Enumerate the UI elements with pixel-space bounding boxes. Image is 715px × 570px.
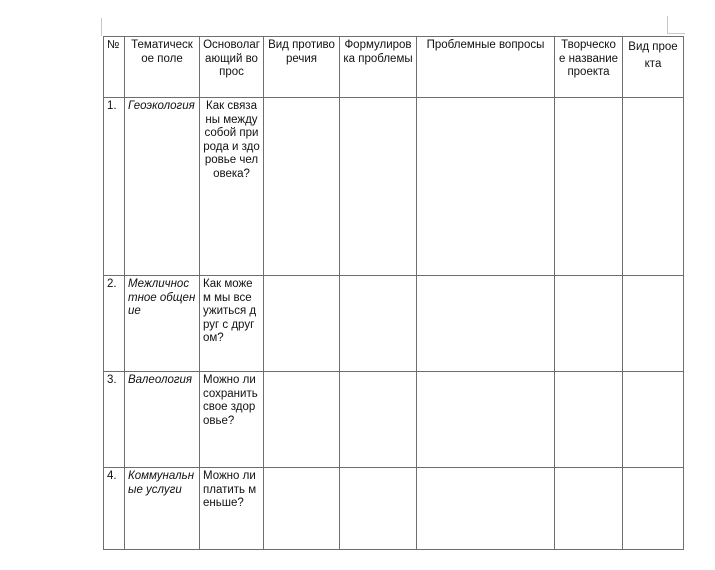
header-number[interactable]: № <box>104 37 125 98</box>
row-project-type-cell[interactable] <box>623 468 684 550</box>
row-problem-questions-cell[interactable] <box>417 276 555 372</box>
table-row <box>104 98 684 276</box>
row-contradiction-cell[interactable] <box>264 468 340 550</box>
row-formulation-cell[interactable] <box>340 98 417 276</box>
row-question[interactable]: Можно ли платить меньше? <box>200 468 264 550</box>
table-row <box>104 276 684 372</box>
header-creative-project-name[interactable]: Творческое название проекта <box>555 37 623 98</box>
row-number[interactable]: 3. <box>104 372 125 468</box>
project-planning-table <box>103 36 684 550</box>
table-row <box>104 372 684 468</box>
row-number[interactable]: 2. <box>104 276 125 372</box>
header-thematic-field[interactable]: Тематическое поле <box>125 37 200 98</box>
row-number[interactable]: 1. <box>104 98 125 276</box>
row-creative-name-cell[interactable] <box>555 276 623 372</box>
row-formulation-cell[interactable] <box>340 468 417 550</box>
row-question[interactable]: Как связаны между собой природа и здоровье человека? <box>200 98 264 276</box>
header-fundamental-question[interactable]: Основолагающий вопрос <box>200 37 264 98</box>
table-row <box>104 468 684 550</box>
row-theme[interactable]: Геоэкология <box>125 98 200 276</box>
row-contradiction-cell[interactable] <box>264 276 340 372</box>
header-contradiction-type[interactable]: Вид противоречия <box>264 37 340 98</box>
row-problem-questions-cell[interactable] <box>417 372 555 468</box>
row-problem-questions-cell[interactable] <box>417 468 555 550</box>
row-creative-name-cell[interactable] <box>555 98 623 276</box>
margin-corner-mark-right-vertical <box>667 16 668 34</box>
row-theme[interactable]: Валеология <box>125 372 200 468</box>
row-formulation-cell[interactable] <box>340 372 417 468</box>
row-theme[interactable]: Межличностное общение <box>125 276 200 372</box>
row-project-type-cell[interactable] <box>623 98 684 276</box>
table-header-row <box>104 37 684 98</box>
header-problem-formulation[interactable]: Формулировка проблемы <box>340 37 417 98</box>
row-contradiction-cell[interactable] <box>264 372 340 468</box>
row-contradiction-cell[interactable] <box>264 98 340 276</box>
header-project-type[interactable]: Вид проекта <box>623 37 684 98</box>
margin-corner-mark-left <box>101 18 102 36</box>
row-question[interactable]: Как можем мы все ужиться друг с другом? <box>200 276 264 372</box>
row-number[interactable]: 4. <box>104 468 125 550</box>
margin-corner-mark-right-horizontal <box>667 33 685 34</box>
row-creative-name-cell[interactable] <box>555 468 623 550</box>
row-problem-questions-cell[interactable] <box>417 98 555 276</box>
row-theme[interactable]: Коммунальные услуги <box>125 468 200 550</box>
row-question[interactable]: Можно ли сохранить свое здоровье? <box>200 372 264 468</box>
row-project-type-cell[interactable] <box>623 276 684 372</box>
row-formulation-cell[interactable] <box>340 276 417 372</box>
row-creative-name-cell[interactable] <box>555 372 623 468</box>
header-problem-questions[interactable]: Проблемные вопросы <box>417 37 555 98</box>
row-project-type-cell[interactable] <box>623 372 684 468</box>
